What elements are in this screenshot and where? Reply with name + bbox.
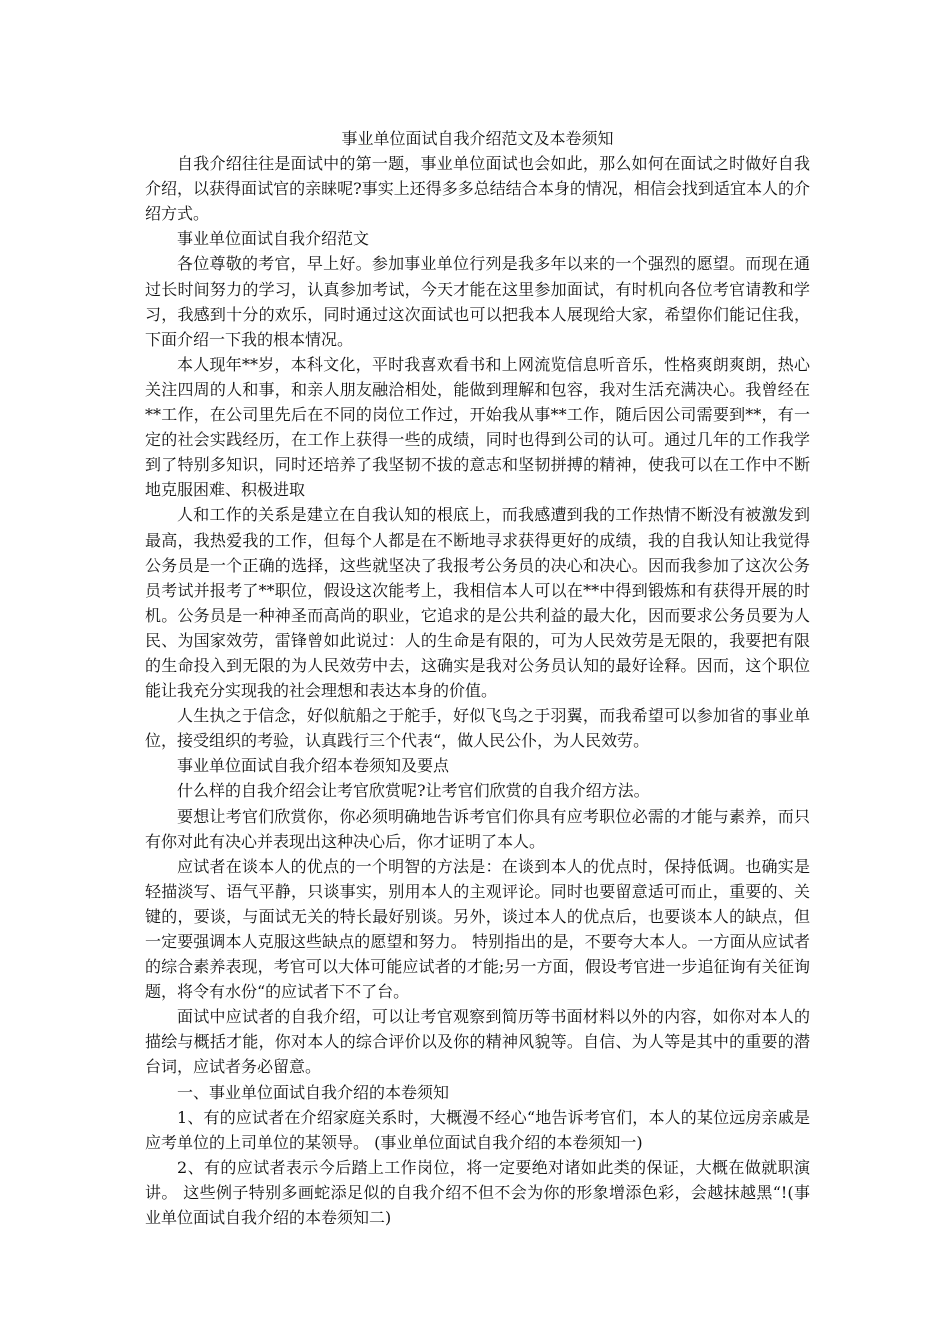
body-paragraph: 本人现年**岁，本科文化，平时我喜欢看书和上网流览信息听音乐，性格爽朗爽朗，热心关注四周的人和事，和亲人朋友融洽相处，能做到理解和包容，我对生活充满决心。我曾经在**工作，在公司里先后在不同的岗位工作过，开始我从事**工作，随后因公司需要到**，有一定的社会实践经历，在工作上获得一些的成绩，同时也得到公司的认可。通过几年的工作我学到了特别多知识，同时还培养了我坚韧不拔的意志和坚韧拼搏的精神，使我可以在工作中不断地克服困难、积极进取 <box>145 354 810 500</box>
intro-paragraph: 自我介绍往往是面试中的第一题，事业单位面试也会如此，那么如何在面试之时做好自我介绍，以获得面试官的亲睐呢?事实上还得多多总结结合本身的情况，相信会找到适宜本人的介绍方式。 <box>145 154 810 224</box>
document-page <box>145 126 810 1230</box>
body-paragraph: 人和工作的关系是建立在自我认知的根底上，而我感遭到我的工作热情不断没有被激发到最高，我热爱我的工作，但每个人都是在不断地寻求获得更好的成绩，我的自我认知让我觉得公务员是一个正确的选择，这些就坚决了我报考公务员的决心和决心。因而我参加了这次公务员考试并报考了**职位，假设这次能考上，我相信本人可以在**中得到锻炼和有获得开展的时机。公务员是一种神圣而高尚的职业，它追求的是公共利益的最大化，因而要求公务员要为人民、为国家效劳，雷锋曾如此说过：人的生命是有限的，可为人民效劳是无限的，我要把有限的生命投入到无限的为人民效劳中去，这确实是我对公务员认知的最好诠释。因而，这个职位能让我充分实现我的社会理想和表达本身的价值。 <box>145 505 810 701</box>
section-heading-notes: 事业单位面试自我介绍本卷须知及要点 <box>177 756 450 776</box>
body-paragraph: 应试者在谈本人的优点的一个明智的方法是：在谈到本人的优点时，保持低调。也确实是轻描淡写、语气平静，只谈事实，别用本人的主观评论。同时也要留意适可而止，重要的、关键的，要谈，与面试无关的特长最好别谈。另外，谈过本人的优点后，也要谈本人的缺点，但一定要强调本人克服这些缺点的愿望和努力。 特别指出的是，不要夸大本人。一方面从应试者的综合素养表现，考官可以大体可能应试者的才能;另一方面，假设考官进一步追征询有关征询题，将令有水份“的应试者下不了台。 <box>145 856 810 1002</box>
body-paragraph: 人生执之于信念，好似航船之于舵手，好似飞鸟之于羽翼，而我希望可以参加省的事业单位，接受组织的考验，认真践行三个代表“，做人民公仆，为人民效劳。 <box>145 706 810 751</box>
document-title: 事业单位面试自我介绍范文及本卷须知 <box>341 129 614 148</box>
body-paragraph: 各位尊敬的考官，早上好。参加事业单位行列是我多年以来的一个强烈的愿望。而现在通过长时间努力的学习，认真参加考试，今天才能在这里参加面试，有时机向各位考官请教和学习，我感到十分的欢乐，同时通过这次面试也可以把我本人展现给大家，希望你们能记住我，下面介绍一下我的根本情况。 <box>145 254 810 349</box>
list-item: 1、有的应试者在介绍家庭关系时，大概漫不经心“地告诉考官们，本人的某位远房亲戚是应考单位的上司单位的某领导。 (事业单位面试自我介绍的本卷须知一) <box>145 1107 810 1152</box>
section-heading-sample: 事业单位面试自我介绍范文 <box>177 229 370 249</box>
body-paragraph: 什么样的自我介绍会让考官欣赏呢?让考官们欣赏的自我介绍方法。 <box>177 781 650 801</box>
section-heading-list: 一、事业单位面试自我介绍的本卷须知 <box>177 1082 450 1102</box>
list-item: 2、有的应试者表示今后踏上工作岗位，将一定要绝对诸如此类的保证，大概在做就职演讲。 这些例子特别多画蛇添足似的自我介绍不但不会为你的形象增添色彩，会越抹越黑“!(事业单位面试自我介绍的本卷须知二) <box>145 1157 810 1228</box>
body-paragraph: 面试中应试者的自我介绍，可以让考官观察到简历等书面材料以外的内容，如你对本人的描绘与概括才能，你对本人的综合评价以及你的精神风貌等。自信、为人等是其中的重要的潜台词，应试者务必留意。 <box>145 1007 810 1077</box>
body-paragraph: 要想让考官们欣赏你，你必须明确地告诉考官们你具有应考职位必需的才能与素养，而只有你对此有决心并表现出这种决心后，你才证明了本人。 <box>145 806 810 851</box>
